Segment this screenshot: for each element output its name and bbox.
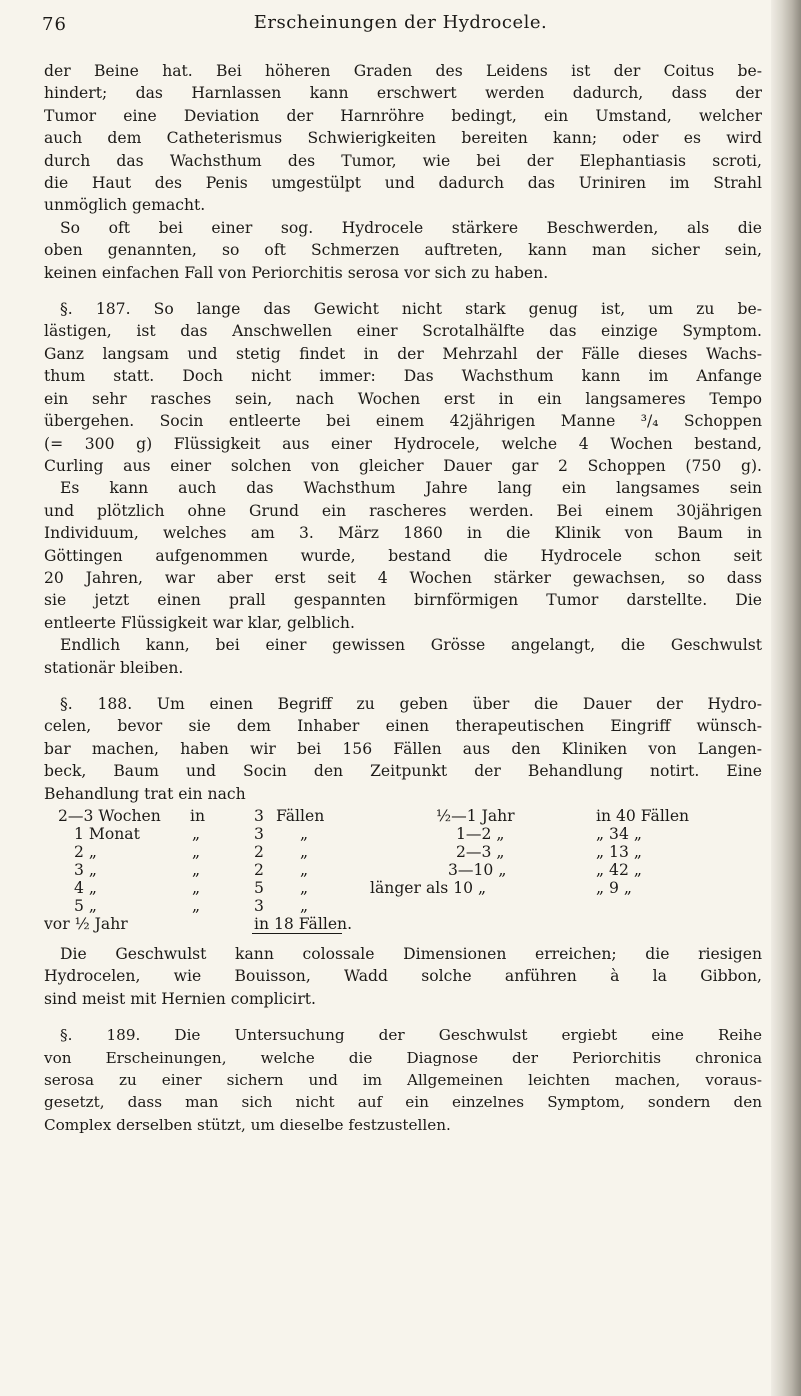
- section-188: [44, 693, 762, 805]
- page-number: 76: [42, 14, 67, 35]
- table-cell: „: [192, 861, 201, 879]
- text-line: beck, Baum und Socin den Zeitpunkt der Behandlung notirt. Eine: [44, 762, 762, 781]
- table-cell: 3 „: [74, 861, 97, 879]
- duration-table: [44, 805, 762, 935]
- table-cell: 2: [254, 861, 264, 879]
- text-line: ein sehr rasches sein, nach Wochen erst in ein langsameres Tempo: [44, 389, 762, 408]
- table-cell: in: [190, 807, 206, 825]
- table-cell: 2—3 „: [456, 843, 505, 861]
- table-cell: 4 „: [74, 879, 97, 897]
- section-189: [44, 1024, 762, 1136]
- table-cell: 2 „: [74, 843, 97, 861]
- text-line: sie jetzt einen prall gespannten birnförmigen Tumor darstellte. Die: [44, 591, 762, 610]
- table-cell: 3—10 „: [448, 861, 507, 879]
- text-line: bar machen, haben wir bei 156 Fällen aus den Kliniken von Langen-: [44, 739, 762, 758]
- text-line: Tumor eine Deviation der Harnröhre bedingt, ein Umstand, welcher: [44, 106, 762, 125]
- text-line: der Beine hat. Bei höheren Graden des Leidens ist der Coitus be-: [44, 62, 762, 80]
- paragraph-2: [44, 217, 762, 284]
- text-line: Individuum, welches am 3. März 1860 in die Klinik von Baum in: [44, 524, 762, 543]
- text-line: §. 189. Die Untersuchung der Geschwulst ergiebt eine Reihe: [60, 1026, 762, 1045]
- text-line: §. 187. So lange das Gewicht nicht stark genug ist, um zu be-: [60, 300, 762, 319]
- table-cell: „ 9 „: [596, 879, 632, 897]
- text-line: Complex derselben stützt, um dieselbe festzustellen.: [44, 1115, 451, 1134]
- table-row: [44, 913, 762, 935]
- text-line: Es kann auch das Wachsthum Jahre lang ein langsames sein: [60, 479, 762, 498]
- text-line: übergehen. Socin entleerte bei einem 42jährigen Manne ³/₄ Schoppen: [44, 412, 762, 431]
- text-line: celen, bevor sie dem Inhaber einen therapeutischen Eingriff wünsch-: [44, 717, 762, 736]
- table-cell: „: [300, 825, 309, 843]
- text-line: lästigen, ist das Anschwellen einer Scrotalhälfte das einzige Symptom.: [44, 322, 762, 341]
- table-cell: „: [300, 897, 309, 915]
- table-cell: „ 34 „: [596, 825, 642, 843]
- text-line: Endlich kann, bei einer gewissen Grösse angelangt, die Geschwulst: [60, 636, 762, 655]
- text-line: sind meist mit Hernien complicirt.: [44, 989, 316, 1008]
- table-cell: 2—3 Wochen: [58, 807, 161, 825]
- section-187: [44, 298, 762, 477]
- text-line: Ganz langsam und stetig findet in der Mehrzahl der Fälle dieses Wachs-: [44, 344, 762, 363]
- text-line: unmöglich gemacht.: [44, 196, 206, 215]
- table-cell: 5 „: [74, 897, 97, 915]
- table-cell: ½—1 Jahr: [436, 807, 515, 825]
- table-cell: 5: [254, 879, 264, 897]
- text-line: (= 300 g) Flüssigkeit aus einer Hydrocele, welche 4 Wochen bestand,: [44, 434, 762, 453]
- table-cell: 2: [254, 843, 264, 861]
- table-cell: vor ½ Jahr: [44, 915, 128, 933]
- paragraph-1: [44, 60, 762, 217]
- table-cell: „: [192, 879, 201, 897]
- text-line: hindert; das Harnlassen kann erschwert werden dadurch, dass der: [44, 84, 762, 103]
- table-cell: „: [300, 861, 309, 879]
- text-line: thum statt. Doch nicht immer: Das Wachsthum kann im Anfange: [44, 367, 762, 386]
- table-cell: in 40 Fällen: [596, 807, 690, 825]
- text-line: Göttingen aufgenommen wurde, bestand die Hydrocele schon seit: [44, 546, 762, 565]
- table-cell: Fällen: [276, 807, 325, 825]
- text-line: keinen einfachen Fall von Periorchitis serosa vor sich zu haben.: [44, 263, 549, 282]
- table-cell: 3: [254, 807, 264, 825]
- table-cell: 3: [254, 825, 264, 843]
- text-line: von Erscheinungen, welche die Diagnose der Periorchitis chronica: [44, 1048, 762, 1067]
- paragraph-4: [44, 477, 762, 634]
- running-header: Erscheinungen der Hydrocele.: [253, 12, 548, 33]
- text-line: So oft bei einer sog. Hydrocele stärkere Beschwerden, als die: [60, 218, 762, 237]
- table-cell: 1 Monat: [74, 825, 140, 843]
- text-line: entleerte Flüssigkeit war klar, gelblich.: [44, 613, 355, 632]
- text-line: stationär bleiben.: [44, 658, 184, 677]
- paragraph-5: [44, 634, 762, 679]
- page-body: [44, 60, 762, 1136]
- table-cell: „: [300, 879, 309, 897]
- paragraph-7: [44, 943, 762, 1010]
- text-line: durch das Wachsthum des Tumor, wie bei der Elephantiasis scroti,: [44, 151, 762, 170]
- book-spine-shadow: [771, 0, 801, 1396]
- text-line: §. 188. Um einen Begriff zu geben über die Dauer der Hydro-: [60, 694, 762, 713]
- table-cell: „: [192, 825, 201, 843]
- text-line: Curling aus einer solchen von gleicher Dauer gar 2 Schoppen (750 g).: [44, 456, 762, 475]
- text-line: 20 Jahren, war aber erst seit 4 Wochen stärker gewachsen, so dass: [44, 568, 762, 587]
- text-line: Die Geschwulst kann colossale Dimensionen erreichen; die riesigen: [60, 945, 762, 963]
- table-cell: „: [300, 843, 309, 861]
- table-cell: länger als 10 „: [370, 879, 487, 897]
- table-cell: 3: [254, 897, 264, 915]
- text-line: oben genannten, so oft Schmerzen auftreten, kann man sicher sein,: [44, 241, 762, 260]
- table-cell: 1—2 „: [456, 825, 505, 843]
- text-line: die Haut des Penis umgestülpt und dadurch das Uriniren im Strahl: [44, 174, 762, 193]
- text-line: auch dem Catheterismus Schwierigkeiten bereiten kann; oder es wird: [44, 129, 762, 148]
- text-line: gesetzt, dass man sich nicht auf ein einzelnes Symptom, sondern den: [44, 1093, 762, 1112]
- text-line: Hydrocelen, wie Bouisson, Wadd solche anführen à la Gibbon,: [44, 967, 762, 986]
- table-cell: „: [192, 843, 201, 861]
- text-line: serosa zu einer sichern und im Allgemeinen leichten machen, voraus-: [44, 1071, 762, 1090]
- table-cell: „ 42 „: [596, 861, 642, 879]
- text-line: und plötzlich ohne Grund ein rascheres werden. Bei einem 30jährigen: [44, 501, 762, 520]
- text-line: Behandlung trat ein nach: [44, 784, 246, 803]
- table-cell: „ 13 „: [596, 843, 642, 861]
- table-cell: „: [192, 897, 201, 915]
- table-cell: in 18 Fällen.: [254, 915, 353, 933]
